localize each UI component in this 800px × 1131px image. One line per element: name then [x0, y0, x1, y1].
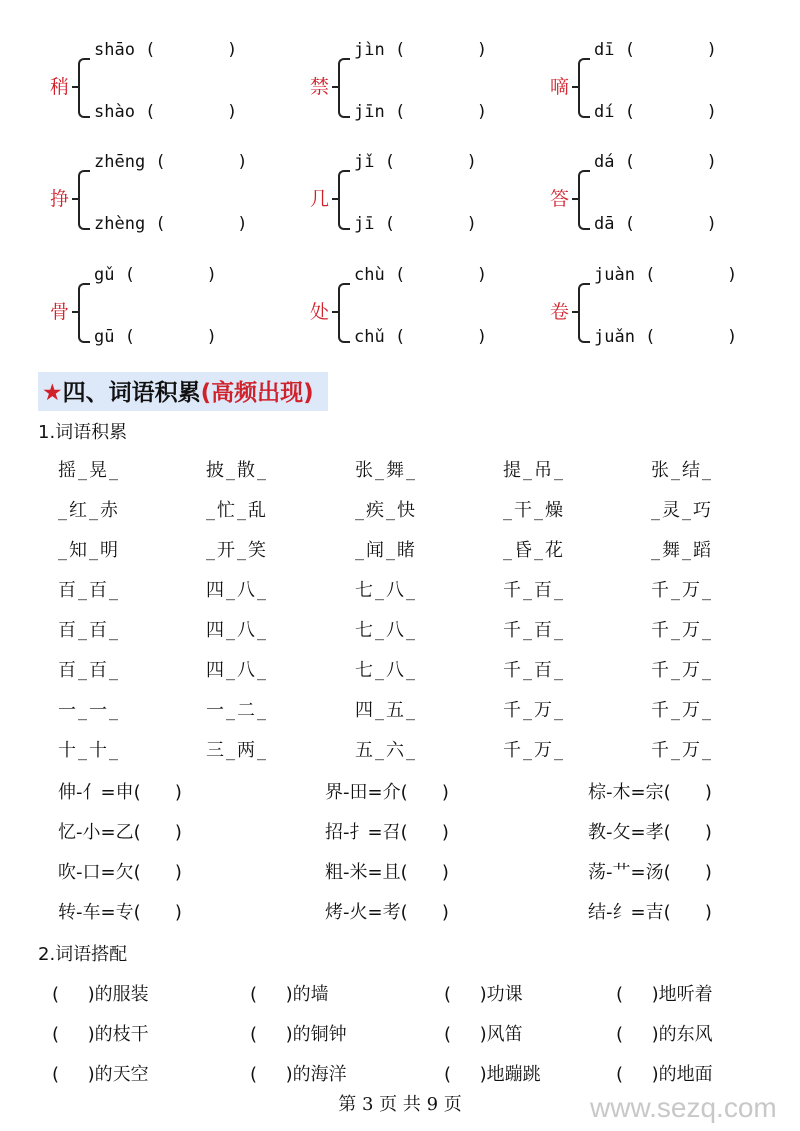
word-blank-item: _昏_花 [503, 540, 565, 561]
word-blank-item: 千_万_ [651, 700, 713, 721]
word-blank-item: _红_赤 [58, 500, 120, 521]
word-blank-item: 张_舞_ [355, 460, 417, 481]
word-blank-item: 四_八_ [206, 580, 268, 601]
polyphone-char: 挣 [50, 188, 70, 210]
polyphone-char: 嘀 [550, 76, 570, 98]
polyphone-item [50, 40, 270, 130]
radical-item: 招-扌=召( ) [325, 822, 449, 843]
section-header [38, 372, 328, 411]
polyphone-char: 骨 [50, 301, 70, 323]
radical-item: 教-攵=孝( ) [588, 822, 712, 843]
page-footer: 第 3 页 共 9 页 [338, 1094, 462, 1115]
word-blank-item: _灵_巧 [651, 500, 713, 521]
word-blank-item: 千_百_ [503, 660, 565, 681]
pinyin-option: dī ( ) [594, 40, 717, 60]
matching-item: ( )的枝干 [52, 1024, 149, 1045]
polyphone-char: 几 [310, 188, 330, 210]
pinyin-option: zhēng ( ) [94, 152, 248, 172]
word-blank-item: 提_吊_ [503, 460, 565, 481]
radical-item: 吹-口=欠( ) [58, 862, 182, 883]
pinyin-option: jīn ( ) [354, 102, 488, 122]
word-blank-item: 五_六_ [355, 740, 417, 761]
radical-item: 棕-木=宗( ) [588, 782, 712, 803]
section-title: 四、词语积累 [62, 380, 201, 406]
word-blank-item: 四_八_ [206, 660, 268, 681]
pinyin-option: dí ( ) [594, 102, 717, 122]
radical-item: 结-纟=吉( ) [588, 902, 712, 923]
word-blank-item: 披_散_ [206, 460, 268, 481]
pinyin-option: dā ( ) [594, 214, 717, 234]
polyphone-item [50, 152, 270, 242]
brace-icon [78, 283, 90, 343]
matching-item: ( )地听着 [616, 984, 713, 1005]
matching-item: ( )的服装 [52, 984, 149, 1005]
pinyin-option: shāo ( ) [94, 40, 238, 60]
pinyin-option: gū ( ) [94, 327, 217, 347]
matching-item: ( )的海洋 [250, 1064, 347, 1085]
pinyin-option: shào ( ) [94, 102, 238, 122]
pinyin-option: jìn ( ) [354, 40, 488, 60]
word-blank-item: _开_笑 [206, 540, 268, 561]
matching-item: ( )地蹦跳 [444, 1064, 541, 1085]
radical-item: 界-田=介( ) [325, 782, 449, 803]
section-highlight: (高频出现) [200, 380, 314, 406]
word-blank-item: 摇_晃_ [58, 460, 120, 481]
subsection-word-matching: 2.词语搭配 [38, 944, 128, 965]
word-blank-item: _舞_蹈 [651, 540, 713, 561]
radical-item: 烤-火=考( ) [325, 902, 449, 923]
polyphone-char: 答 [550, 188, 570, 210]
word-blank-item: 三_两_ [206, 740, 268, 761]
word-blank-item: 千_万_ [651, 660, 713, 681]
pinyin-option: zhèng ( ) [94, 214, 248, 234]
polyphone-char: 卷 [550, 301, 570, 323]
radical-item: 忆-小=乙( ) [58, 822, 182, 843]
brace-icon [78, 170, 90, 230]
brace-icon [338, 58, 350, 118]
pinyin-option: juǎn ( ) [594, 327, 738, 347]
word-blank-item: _疾_快 [355, 500, 417, 521]
word-blank-item: 千_百_ [503, 580, 565, 601]
word-blank-item: 四_八_ [206, 620, 268, 641]
polyphone-item [550, 265, 770, 355]
polyphone-char: 稍 [50, 76, 70, 98]
polyphone-char: 处 [310, 301, 330, 323]
matching-item: ( )的墙 [250, 984, 329, 1005]
brace-icon [578, 58, 590, 118]
brace-icon [78, 58, 90, 118]
polyphone-char: 禁 [310, 76, 330, 98]
word-blank-item: 千_万_ [651, 740, 713, 761]
word-blank-item: 张_结_ [651, 460, 713, 481]
polyphone-item [550, 152, 770, 242]
radical-item: 转-车=专( ) [58, 902, 182, 923]
polyphone-item [50, 265, 270, 355]
matching-item: ( )的铜钟 [250, 1024, 347, 1045]
word-blank-item: 千_百_ [503, 620, 565, 641]
word-blank-item: 七_八_ [355, 660, 417, 681]
word-blank-item: 千_万_ [503, 700, 565, 721]
word-blank-item: 百_百_ [58, 620, 120, 641]
star-icon: ★ [42, 380, 63, 406]
brace-icon [338, 283, 350, 343]
brace-icon [578, 283, 590, 343]
polyphone-item [310, 40, 530, 130]
word-blank-item: 一_二_ [206, 700, 268, 721]
word-blank-item: 四_五_ [355, 700, 417, 721]
polyphone-item [310, 152, 530, 242]
subsection-word-accumulation: 1.词语积累 [38, 422, 128, 443]
word-blank-item: 一_一_ [58, 700, 120, 721]
word-blank-item: 千_万_ [503, 740, 565, 761]
matching-item: ( )的地面 [616, 1064, 713, 1085]
brace-icon [338, 170, 350, 230]
radical-item: 粗-米=且( ) [325, 862, 449, 883]
matching-item: ( )风笛 [444, 1024, 523, 1045]
word-blank-item: 十_十_ [58, 740, 120, 761]
word-blank-item: 七_八_ [355, 580, 417, 601]
matching-item: ( )的天空 [52, 1064, 149, 1085]
word-blank-item: 百_百_ [58, 580, 120, 601]
matching-item: ( )功课 [444, 984, 523, 1005]
word-blank-item: _干_燥 [503, 500, 565, 521]
word-blank-item: _闻_睹 [355, 540, 417, 561]
pinyin-option: chǔ ( ) [354, 327, 488, 347]
pinyin-option: chù ( ) [354, 265, 488, 285]
brace-icon [578, 170, 590, 230]
word-blank-item: _忙_乱 [206, 500, 268, 521]
pinyin-option: gǔ ( ) [94, 265, 217, 285]
word-blank-item: 千_万_ [651, 580, 713, 601]
watermark: www.sezq.com [590, 1092, 777, 1123]
word-blank-item: _知_明 [58, 540, 120, 561]
word-blank-item: 百_百_ [58, 660, 120, 681]
word-blank-item: 千_万_ [651, 620, 713, 641]
pinyin-option: jǐ ( ) [354, 152, 477, 172]
radical-item: 伸-亻=申( ) [58, 782, 182, 803]
matching-item: ( )的东风 [616, 1024, 713, 1045]
pinyin-option: dá ( ) [594, 152, 717, 172]
pinyin-option: juàn ( ) [594, 265, 738, 285]
polyphone-item [310, 265, 530, 355]
pinyin-option: jī ( ) [354, 214, 477, 234]
word-blank-item: 七_八_ [355, 620, 417, 641]
radical-item: 荡-艹=汤( ) [588, 862, 712, 883]
polyphone-item [550, 40, 770, 130]
